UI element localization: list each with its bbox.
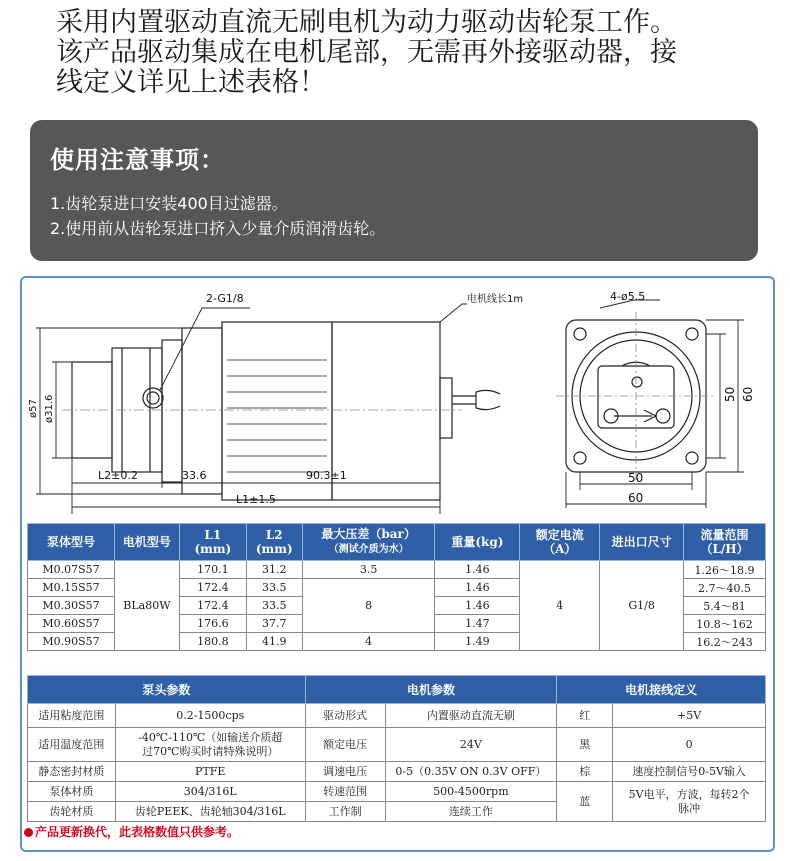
footnote-text: 产品更新换代，此表格数值只供参考。 [35, 825, 240, 839]
cell-model: M0.15S57 [28, 579, 115, 597]
motor-value: 500-4500rpm [385, 782, 557, 802]
dim-dia57: ø57 [28, 399, 39, 418]
pump-value: 齿轮PEEK、齿轮轴304/316L [115, 802, 305, 822]
pump-label: 齿轮材质 [28, 802, 116, 822]
dim-l2: L2±0.2 [98, 469, 138, 482]
cable-label: 电机线长1m [467, 294, 524, 305]
cell-l1: 170.1 [179, 561, 246, 579]
wire-def: 0 [613, 728, 766, 762]
cell-l1: 172.4 [179, 597, 246, 615]
cell-weight: 1.46 [435, 561, 520, 579]
table-row [28, 762, 766, 782]
cell-flow: 10.8～162 [684, 615, 766, 633]
dim-h50: 50 [723, 386, 737, 402]
col-wiring: 电机接线定义 [557, 676, 766, 704]
wire-color: 黑 [557, 728, 613, 762]
param-header-row [28, 676, 766, 704]
holes-label: 4-ø5.5 [610, 290, 646, 303]
motor-value: 0-5（0.35V ON 0.3V OFF） [385, 762, 557, 782]
cell-current: 4 [520, 561, 600, 651]
table-row [28, 561, 766, 579]
dim-h60: 60 [741, 386, 755, 402]
cell-l2: 33.5 [246, 579, 302, 597]
pump-label: 泵体材质 [28, 782, 116, 802]
technical-drawing [22, 278, 773, 523]
cell-l1: 176.6 [179, 615, 246, 633]
pump-value: PTFE [115, 762, 305, 782]
inlet-port [143, 388, 163, 408]
cell-l2: 33.5 [246, 597, 302, 615]
pump-value: 304/316L [115, 782, 305, 802]
wire-def: 5V电平，方波，每转2个 脉冲 [613, 782, 766, 822]
col-motor: 电机型号 [114, 524, 179, 561]
dim-w50: 50 [628, 471, 644, 485]
wire-def: +5V [613, 704, 766, 728]
intro-line-2: 该产品驱动集成在电机尾部，无需再外接驱动器，接 [56, 37, 677, 68]
pump-label: 适用温度范围 [28, 728, 116, 762]
cell-model: M0.07S57 [28, 561, 115, 579]
motor-label: 驱动形式 [305, 704, 385, 728]
notice-box [30, 120, 758, 261]
bullet-dot [24, 828, 33, 837]
cell-pressure: 4 [302, 633, 435, 651]
table-row [28, 704, 766, 728]
wire-color: 红 [557, 704, 613, 728]
spec-frame [20, 276, 775, 852]
wire-color: 蓝 [557, 782, 613, 822]
cell-model: M0.90S57 [28, 633, 115, 651]
cell-weight: 1.47 [435, 615, 520, 633]
port-label: 2-G1/8 [206, 292, 244, 305]
spec-table [27, 523, 766, 651]
cell-weight: 1.46 [435, 579, 520, 597]
motor-label: 工作制 [305, 802, 385, 822]
cell-l2: 31.2 [246, 561, 302, 579]
cell-model: M0.60S57 [28, 615, 115, 633]
cell-l1: 180.8 [179, 633, 246, 651]
wire-def: 速度控制信号0-5V输入 [613, 762, 766, 782]
cell-pressure: 8 [302, 579, 435, 633]
col-flow: 流量范围 （L/H） [684, 524, 766, 561]
cell-l2: 37.7 [246, 615, 302, 633]
intro-line-1: 采用内置驱动直流无刷电机为动力驱动齿轮泵工作。 [56, 7, 677, 38]
intro-line-3: 线定义详见上述表格！ [56, 67, 326, 98]
col-l1: L1 (mm) [179, 524, 246, 561]
motor-cable [452, 392, 476, 408]
cell-pressure: 3.5 [302, 561, 435, 579]
pump-value: 0.2-1500cps [115, 704, 305, 728]
motor-driver [332, 322, 440, 500]
pump-value: -40℃-110℃（如输送介质超 过70℃购买时请特殊说明） [115, 728, 305, 762]
col-motor-params: 电机参数 [305, 676, 557, 704]
dim-33-6: 33.6 [182, 469, 207, 482]
cell-flow: 2.7～40.5 [684, 579, 766, 597]
col-port: 进出口尺寸 [600, 524, 684, 561]
cell-l1: 172.4 [179, 579, 246, 597]
motor-label: 额定电压 [305, 728, 385, 762]
dim-dia31: ø31.6 [44, 394, 55, 423]
col-model: 泵体型号 [28, 524, 115, 561]
col-pressure: 最大压差（bar） （测试介质为水） [302, 524, 435, 561]
dim-l1: L1±1.5 [236, 493, 276, 506]
cell-port: G1/8 [600, 561, 684, 651]
pump-label: 适用粘度范围 [28, 704, 116, 728]
table-row [28, 782, 766, 802]
motor-value: 内置驱动直流无刷 [385, 704, 557, 728]
col-current: 额定电流 （A） [520, 524, 600, 561]
cell-flow: 5.4～81 [684, 597, 766, 615]
col-pump-params: 泵头参数 [28, 676, 306, 704]
table-row [28, 728, 766, 762]
motor-label: 调速电压 [305, 762, 385, 782]
cell-flow: 1.26～18.9 [684, 561, 766, 579]
notice-title: 使用注意事项： [50, 146, 225, 174]
col-weight: 重量(kg) [435, 524, 520, 561]
cell-motor: BLa80W [114, 561, 179, 651]
motor-value: 连续工作 [385, 802, 557, 822]
footnote [24, 823, 239, 840]
col-l2: L2 (mm) [246, 524, 302, 561]
pump-label: 静态密封材质 [28, 762, 116, 782]
spec-header-row [28, 524, 766, 561]
cell-model: M0.30S57 [28, 597, 115, 615]
param-table [27, 675, 766, 822]
dim-90-3: 90.3±1 [306, 469, 347, 482]
motor-label: 转速范围 [305, 782, 385, 802]
dim-w60: 60 [628, 491, 644, 505]
intro-text [56, 8, 756, 98]
motor-value: 24V [385, 728, 557, 762]
cell-weight: 1.49 [435, 633, 520, 651]
notice-item-1: 1.齿轮泵进口安装400目过滤器。 [50, 194, 288, 213]
cell-flow: 16.2～243 [684, 633, 766, 651]
wire-color: 棕 [557, 762, 613, 782]
cell-weight: 1.46 [435, 597, 520, 615]
cell-l2: 41.9 [246, 633, 302, 651]
notice-item-2: 2.使用前从齿轮泵进口挤入少量介质润滑齿轮。 [50, 219, 386, 238]
